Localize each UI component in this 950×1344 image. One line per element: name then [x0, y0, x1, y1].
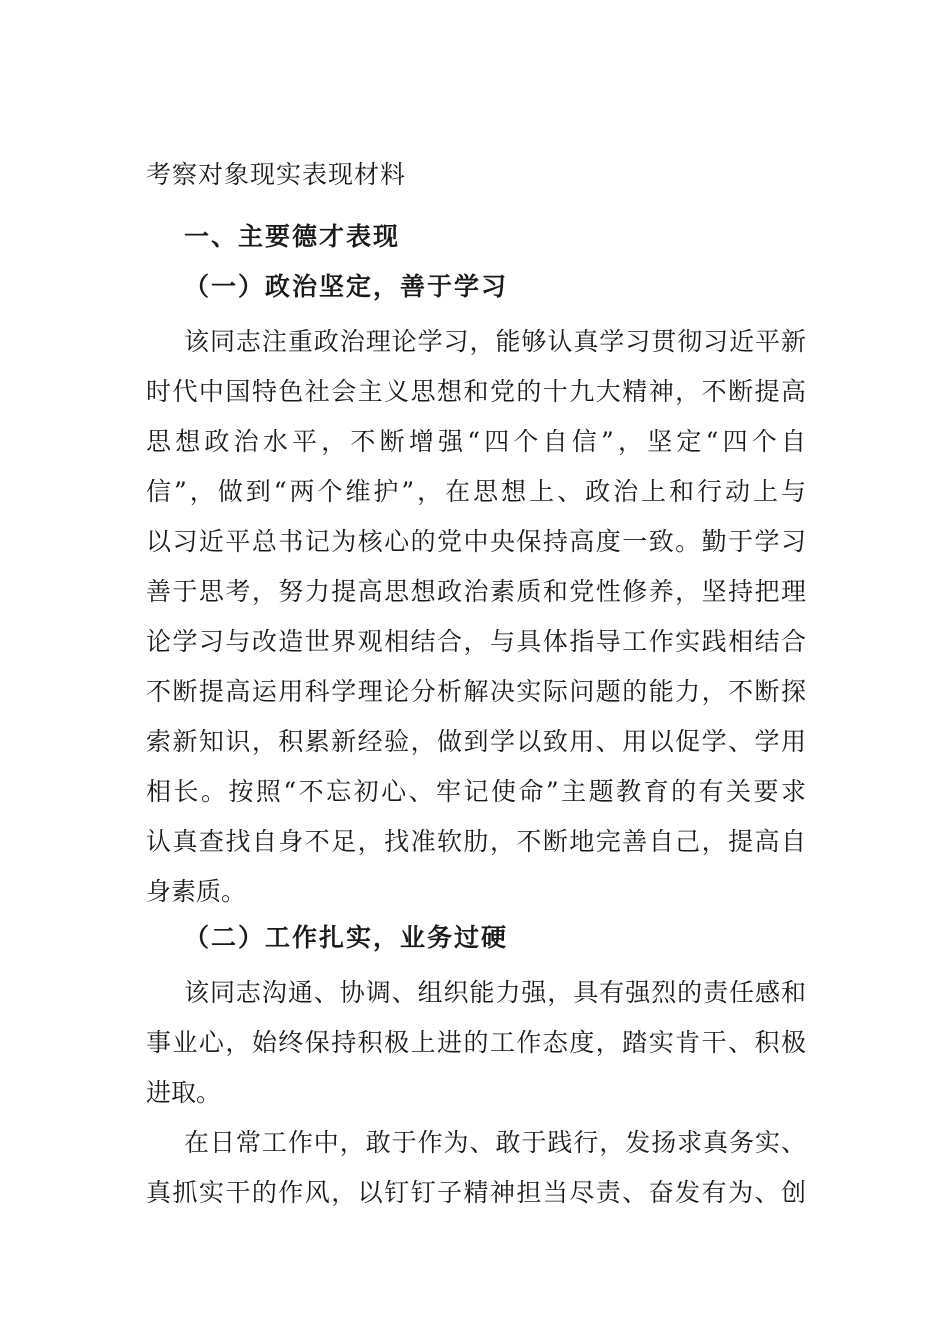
paragraph-line: 身素质。 [146, 877, 247, 906]
paragraph-work-attitude [146, 968, 806, 1118]
paragraph-daily-work [146, 1118, 806, 1218]
paragraph-line: 真抓实干的作风，以钉钉子精神担当尽责、奋发有为、创 [146, 1178, 806, 1207]
paragraph-line: 论学习与改造世界观相结合，与具体指导工作实践相结合 [146, 627, 806, 656]
paragraph-line: 该同志注重政治理论学习，能够认真学习贯彻习近平新 [184, 327, 806, 356]
paragraph-political-study [146, 317, 806, 917]
paragraph-line: 认真查找自身不足，找准软肋，不断地完善自己，提高自 [146, 827, 806, 856]
paragraph-line: 在日常工作中，敢于作为、敢于践行，发扬求真务实、 [184, 1128, 806, 1157]
document-title: 考察对象现实表现材料 [146, 160, 407, 189]
paragraph-line: 不断提高运用科学理论分析解决实际问题的能力，不断探 [146, 677, 806, 706]
paragraph-line: 时代中国特色社会主义思想和党的十九大精神，不断提高 [146, 377, 806, 406]
subsection-heading-political: （一）政治坚定，善于学习 [184, 272, 509, 301]
section-heading-main-performance: 一、主要德才表现 [184, 222, 401, 251]
paragraph-line: 思想政治水平，不断增强“四个自信”，坚定“四个自 [146, 427, 806, 456]
paragraph-line: 信”，做到“两个维护”，在思想上、政治上和行动上与 [146, 477, 806, 506]
paragraph-line: 索新知识，积累新经验，做到学以致用、用以促学、学用 [146, 727, 806, 756]
paragraph-line: 进取。 [146, 1078, 222, 1107]
paragraph-line: 该同志沟通、协调、组织能力强，具有强烈的责任感和 [184, 978, 806, 1007]
subsection-heading-work: （二）工作扎实，业务过硬 [184, 923, 509, 952]
paragraph-line: 以习近平总书记为核心的党中央保持高度一致。勤于学习 [146, 527, 806, 556]
paragraph-line: 相长。按照“不忘初心、牢记使命”主题教育的有关要求 [146, 777, 806, 806]
paragraph-line: 事业心，始终保持积极上进的工作态度，踏实肯干、积极 [146, 1028, 806, 1057]
paragraph-line: 善于思考，努力提高思想政治素质和党性修养，坚持把理 [146, 577, 806, 606]
